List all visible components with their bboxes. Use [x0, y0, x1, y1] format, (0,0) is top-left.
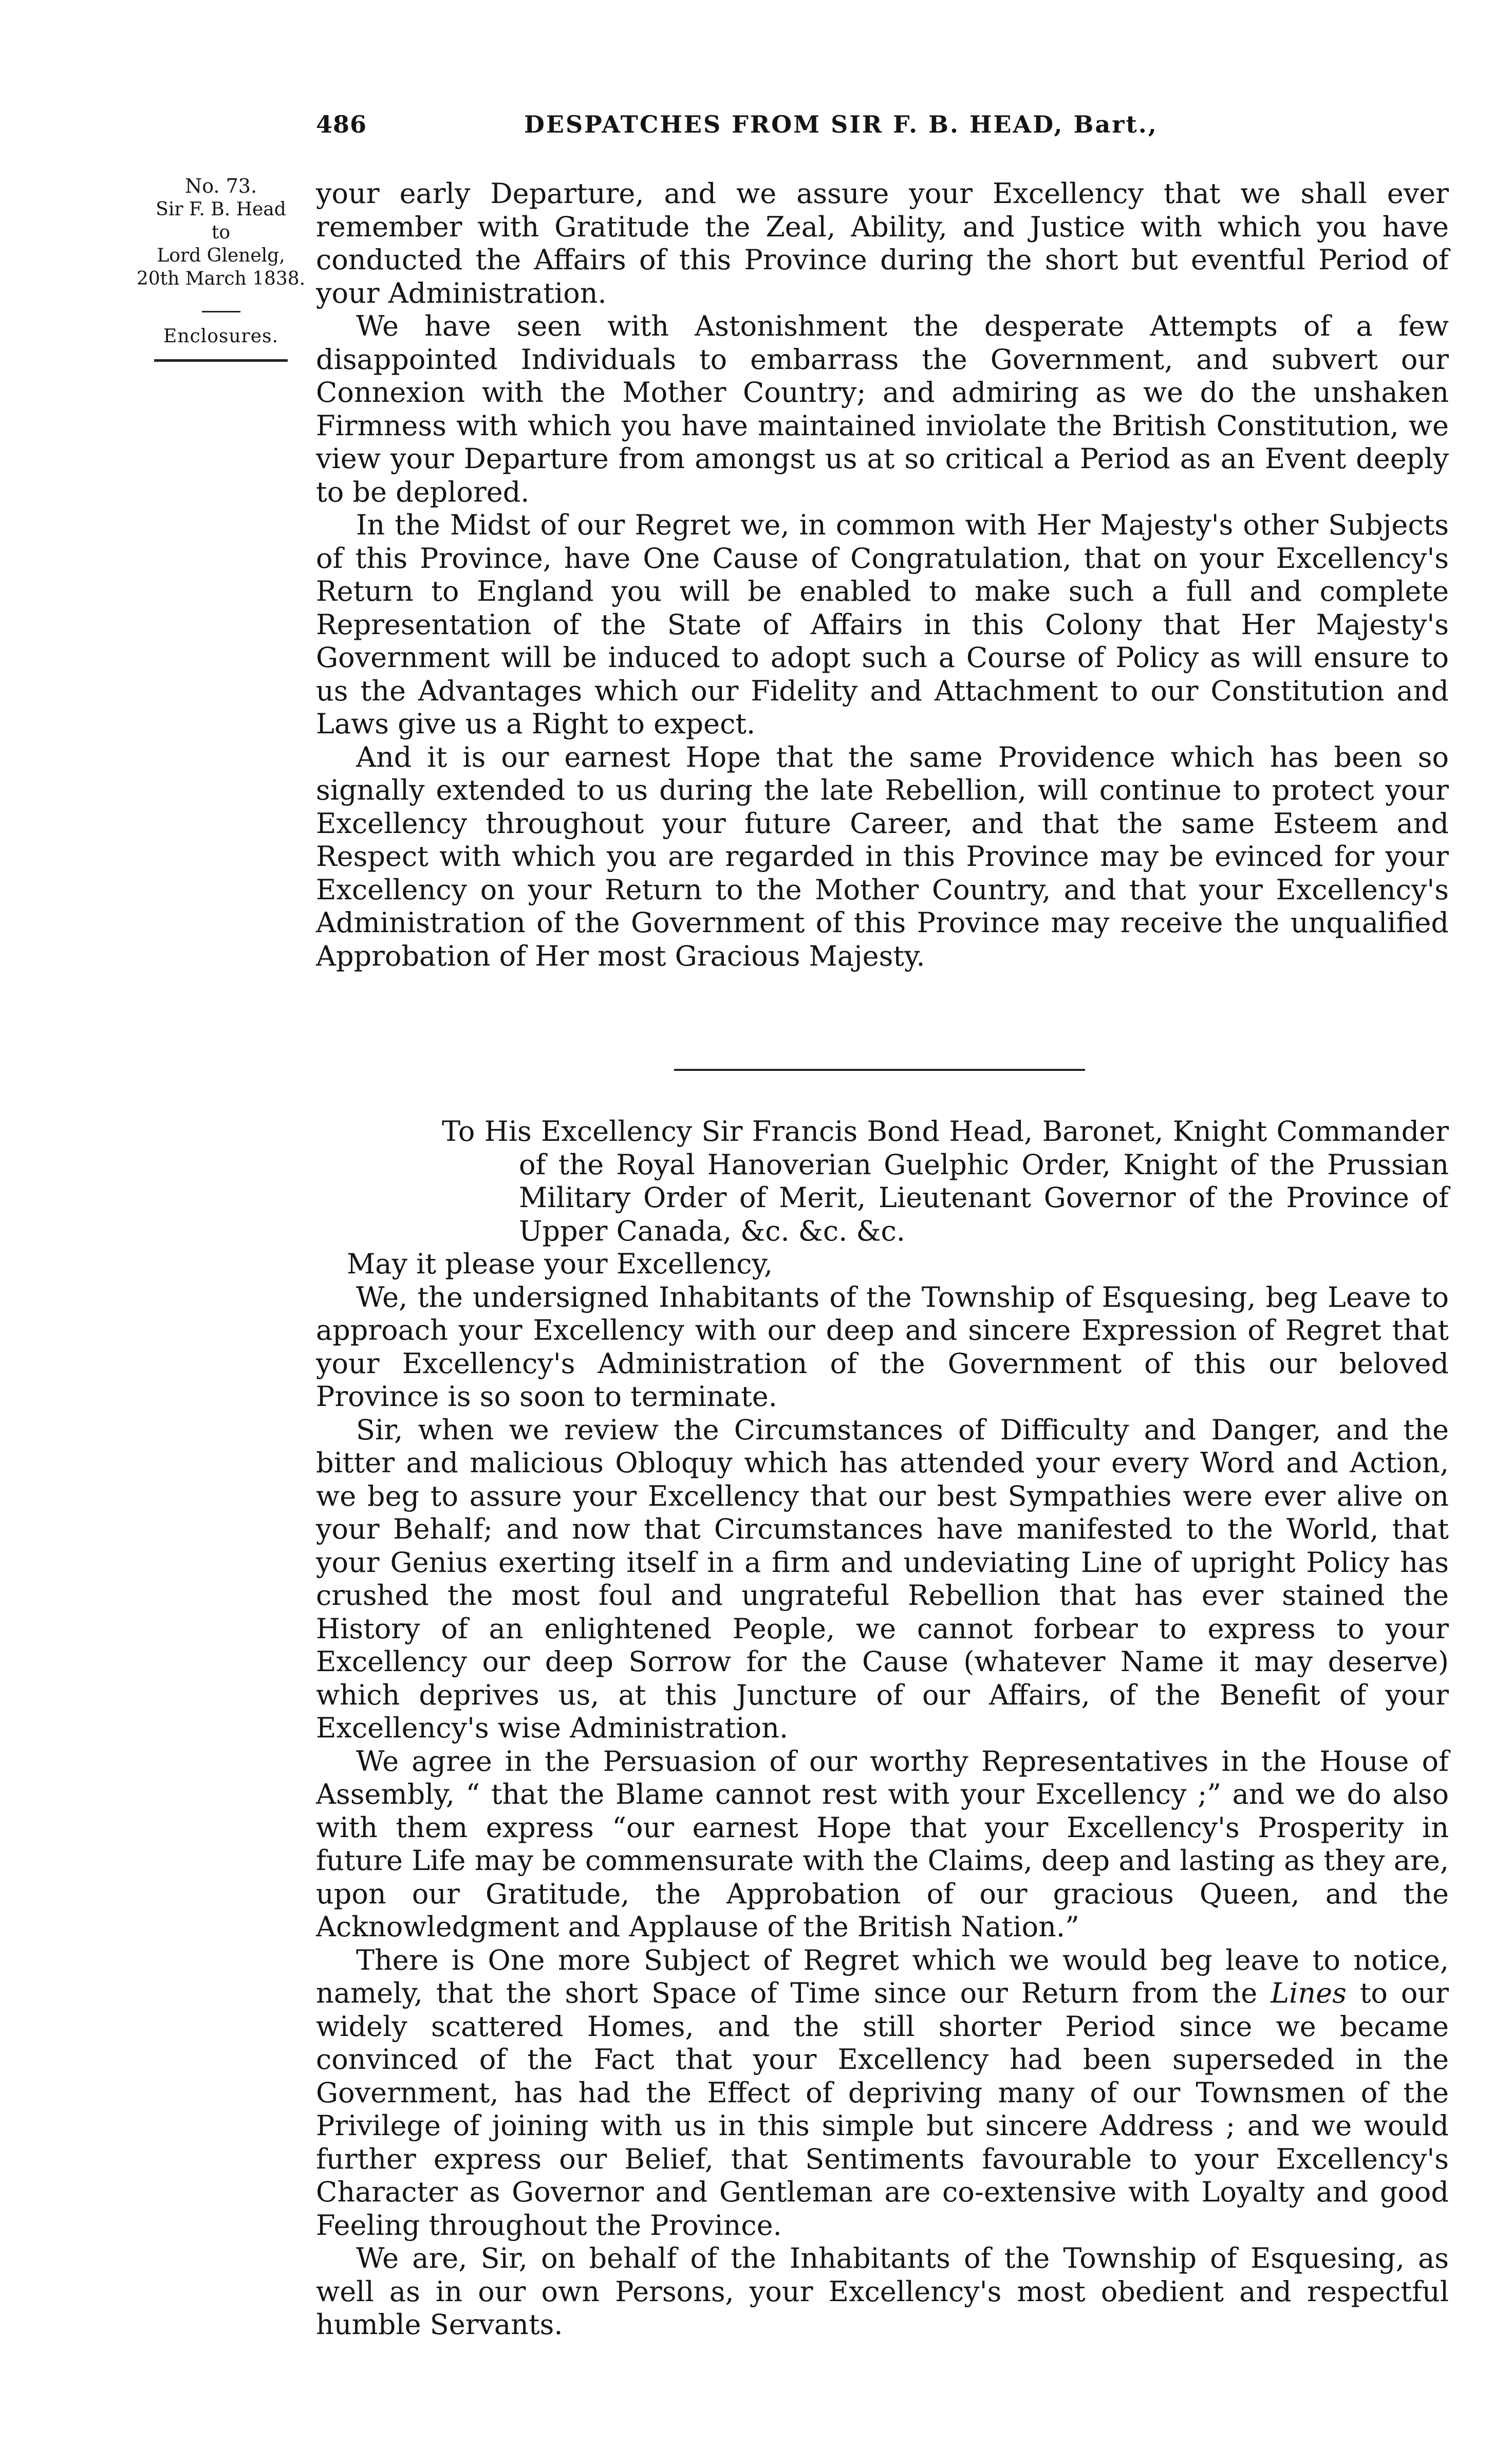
enclosures-label: Enclosures.: [163, 326, 278, 347]
text-run: There is One more Subject of Regret which we would beg leave to notice, namely, that the short Space of Time since our Return from the: [316, 1943, 1449, 2009]
paragraph: [316, 1944, 1449, 2243]
address-continuation: [316, 177, 1449, 973]
page-header: [316, 110, 1272, 146]
address-heading: [316, 1115, 1449, 1248]
despatch-sender: Sir F. B. Head: [156, 199, 286, 220]
addressee: To His Excellency Sir Francis Bond Head, Baronet, Knight Commander of the Royal Hanoverian Guelphic Order, Knight of the Prussian Military Order of Merit, Lieutenant Governor of the Province of Upper Canada, &c. &c. &c.: [442, 1115, 1449, 1247]
italic-term: Lines: [1271, 1977, 1347, 2009]
paragraph: Sir, when we review the Circumstances of Difficulty and Danger, and the bitter and malicious Obloquy which has attended your every Word and Action, we beg to assure your Excellency that our best Sympathies were ever alive on your Behalf; and now that Circumstances have manifested to the World, that your Genius exerting itself in a firm and undeviating Line of upright Policy has crushed the most foul and ungrateful Rebellion that has ever stained the History of an enlightened People, we cannot forbear to express to your Excellency our deep Sorrow for the Cause (whatever Name it may deserve) which deprives us, at this Juncture of our Affairs, of the Benefit of your Excellency's wise Administration.: [316, 1413, 1449, 1744]
salutation: May it please your Excellency,: [347, 1248, 773, 1280]
text-run: to our widely scattered Homes, and the still shorter Period since we became convinced of the Fact that your Excellency had been superseded in the Government, has had the Effect of depriving many of our Townsmen of the Privilege of joining with us in this simple but sincere Address ; and we would further express our Belief, that Sentiments favourable to your Excellency's Character as Governor and Gentleman are co-extensive with Loyalty and good Feeling throughout the Province.: [316, 1977, 1449, 2242]
paragraph: In the Midst of our Regret we, in common with Her Majesty's other Subjects of this Province, have One Cause of Congratulation, that on your Excellency's Return to England you will be enabled to make such a full and complete Representation of the State of Affairs in this Colony that Her Majesty's Government will be induced to adopt such a Course of Policy as will ensure to us the Advantages which our Fidelity and Attachment to our Constitution and Laws give us a Right to expect.: [316, 509, 1449, 740]
esquesing-address: [316, 1115, 1449, 2342]
closing-paragraph: We are, Sir, on behalf of the Inhabitants of the Township of Esquesing, as well as in our own Persons, your Excellency's most obedient and respectful humble Servants.: [316, 2242, 1449, 2341]
paragraph: We, the undersigned Inhabitants of the Township of Esquesing, beg Leave to approach your Excellency with our deep and sincere Expression of Regret that your Excellency's Administration of the Government of this our beloved Province is so soon to terminate.: [316, 1281, 1449, 1413]
paragraph: And it is our earnest Hope that the same Providence which has been so signally extended to us during the late Rebellion, will continue to protect your Excellency throughout your future Career, and that the same Esteem and Respect with which you are regarded in this Province may be evinced for your Excellency on your Return to the Mother Country, and that your Excellency's Administration of the Government of this Province may receive the unqualified Approbation of Her most Gracious Majesty.: [316, 740, 1449, 972]
despatch-number: No. 73.: [184, 175, 257, 197]
margin-rule: [202, 311, 240, 312]
margin-rule-long: [154, 359, 288, 362]
running-head: DESPATCHES FROM SIR F. B. HEAD, Bart.,: [524, 110, 1158, 138]
paragraph: We have seen with Astonishment the desperate Attempts of a few disappointed Individuals to embarrass the Government, and subvert our Connexion with the Mother Country; and admiring as we do the unshaken Firmness with which you have maintained inviolate the British Constitution, we view your Departure from amongst us at so critical a Period as an Event deeply to be deplored.: [316, 310, 1449, 508]
page-number: 486: [316, 110, 367, 138]
despatch-to: to: [211, 222, 231, 243]
section-divider: [674, 1069, 1085, 1071]
despatch-date: 20th March 1838.: [136, 268, 306, 289]
paragraph: your early Departure, and we assure your Excellency that we shall ever remember with Gratitude the Zeal, Ability, and Justice with which you have conducted the Affairs of this Province during the short but eventful Period of your Administration.: [316, 177, 1449, 309]
margin-note: [110, 175, 331, 362]
paragraph: We agree in the Persuasion of our worthy Representatives in the House of Assembly, “ that the Blame cannot rest with your Excellency ;” and we do also with them express “our earnest Hope that your Excellency's Prosperity in future Life may be commensurate with the Claims, deep and lasting as they are, upon our Gratitude, the Approbation of our gracious Queen, and the Acknowledgment and Applause of the British Nation.”: [316, 1745, 1449, 1943]
despatch-recipient: Lord Glenelg,: [157, 245, 285, 266]
